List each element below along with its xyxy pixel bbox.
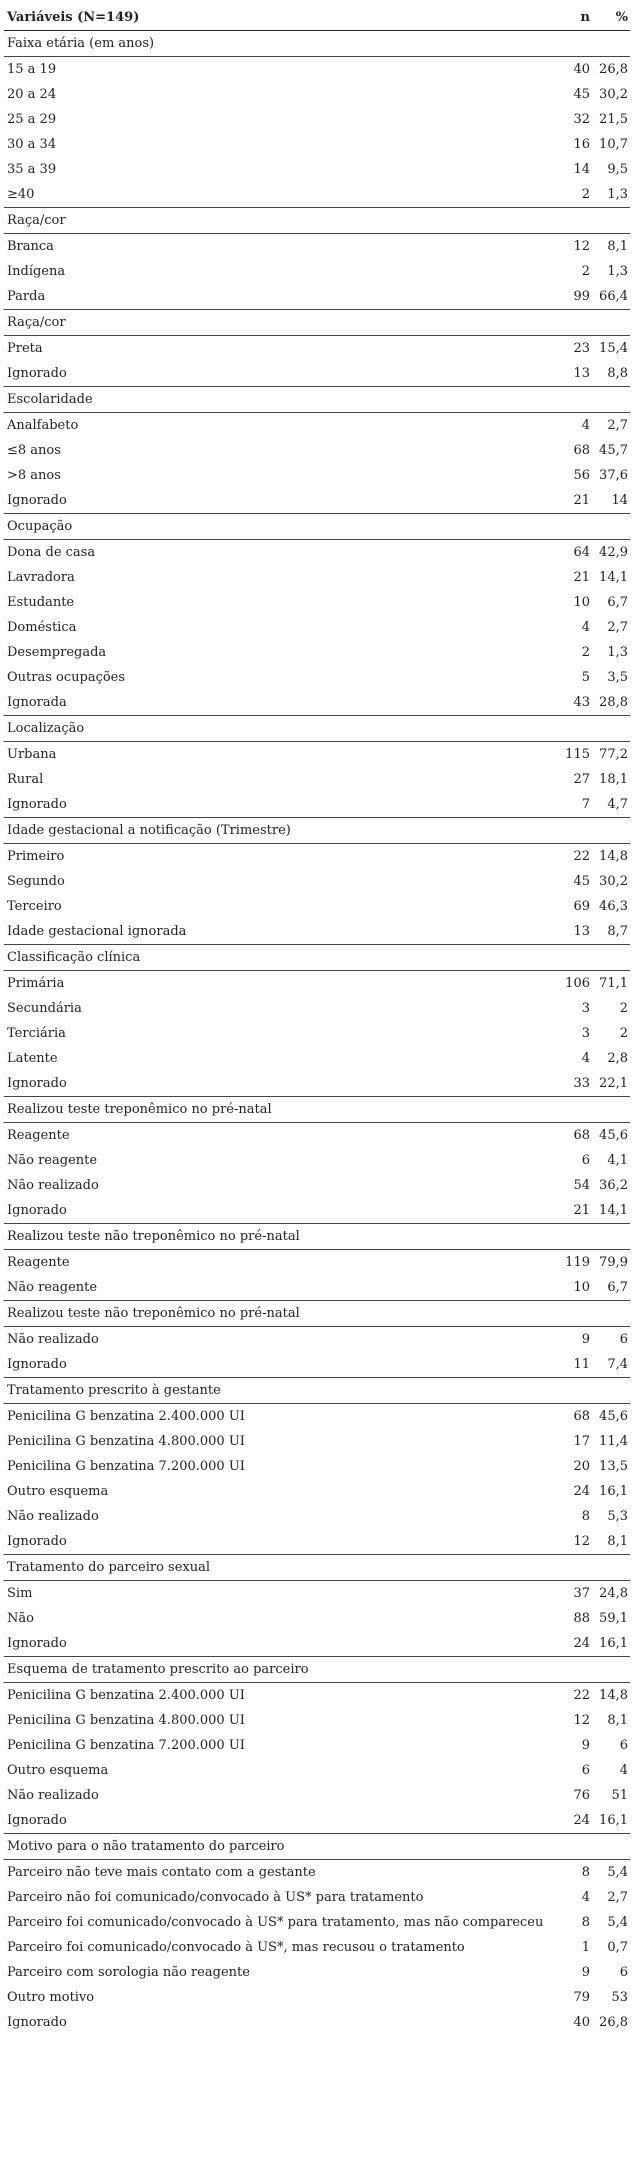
row-pct: 2,8 [607, 1051, 628, 1066]
row-n: 12 [573, 1534, 590, 1549]
row-pct: 14,1 [599, 570, 628, 585]
row-label: Ignorada [7, 695, 67, 710]
row-pct: 8,1 [607, 1713, 628, 1728]
row-pct: 14,1 [599, 1203, 628, 1218]
table-row [4, 1935, 630, 1960]
row-label: Não realizado [7, 1332, 99, 1347]
row-pct: 1,3 [607, 645, 628, 660]
section-header-row [4, 1555, 630, 1581]
section-header-row [4, 945, 630, 971]
row-pct: 16,1 [599, 1636, 628, 1651]
row-n: 22 [573, 849, 590, 864]
table-row [4, 2010, 630, 2035]
row-n: 79 [573, 1990, 590, 2005]
section-header-row [4, 1834, 630, 1860]
table-row [4, 844, 630, 870]
section-header-row [4, 818, 630, 844]
row-n: 7 [581, 797, 590, 812]
table-row [4, 1071, 630, 1097]
row-label: Não reagente [7, 1280, 98, 1295]
row-pct: 30,2 [599, 87, 628, 102]
table-row [4, 767, 630, 792]
row-label: Dona de casa [7, 545, 96, 560]
row-pct: 16,1 [599, 1484, 628, 1499]
row-n: 17 [573, 1434, 590, 1449]
row-pct: 45,6 [599, 1128, 628, 1143]
table-row [4, 1429, 630, 1454]
row-pct: 4,1 [607, 1153, 628, 1168]
table-row [4, 1454, 630, 1479]
row-pct: 36,2 [599, 1178, 628, 1193]
row-pct: 79,9 [599, 1255, 628, 1270]
row-n: 2 [581, 264, 590, 279]
row-n: 9 [581, 1965, 590, 1980]
row-pct: 45,6 [599, 1409, 628, 1424]
row-n: 24 [573, 1813, 590, 1828]
section-title: Realizou teste não treponêmico no pré-natal [4, 1224, 630, 1250]
table-row [4, 1327, 630, 1353]
row-pct: 11,4 [599, 1434, 628, 1449]
row-pct: 42,9 [599, 545, 628, 560]
row-pct: 66,4 [599, 289, 628, 304]
section-header-row [4, 1097, 630, 1123]
table-row [4, 463, 630, 488]
row-n: 99 [573, 289, 590, 304]
row-n: 8 [581, 1865, 590, 1880]
table-row [4, 971, 630, 997]
table-row [4, 1404, 630, 1430]
section-header-row [4, 716, 630, 742]
row-label: Parceiro foi comunicado/convocado à US*, mas recusou o tratamento [7, 1940, 465, 1955]
table-row [4, 1250, 630, 1276]
table-row [4, 565, 630, 590]
table-row [4, 259, 630, 284]
row-label: Lavradora [7, 570, 75, 585]
row-n: 106 [565, 976, 590, 991]
table-row [4, 284, 630, 310]
row-pct: 15,4 [599, 341, 628, 356]
table-row [4, 182, 630, 208]
table-row [4, 1504, 630, 1529]
table-row [4, 1631, 630, 1657]
row-n: 54 [573, 1178, 590, 1193]
row-pct: 46,3 [599, 899, 628, 914]
row-n: 4 [581, 418, 590, 433]
row-n: 4 [581, 1051, 590, 1066]
section-header-row [4, 1657, 630, 1683]
section-title: Tratamento do parceiro sexual [4, 1555, 630, 1581]
table-row [4, 1352, 630, 1378]
row-n: 11 [573, 1357, 590, 1372]
row-label: Primeiro [7, 849, 65, 864]
row-n: 68 [573, 1409, 590, 1424]
row-n: 20 [573, 1459, 590, 1474]
row-n: 23 [573, 341, 590, 356]
table-row [4, 1198, 630, 1224]
table-row [4, 792, 630, 818]
row-label: Preta [7, 341, 43, 356]
section-title: Classificação clínica [4, 945, 630, 971]
row-pct: 2,7 [607, 620, 628, 635]
row-n: 2 [581, 645, 590, 660]
row-n: 13 [573, 924, 590, 939]
table-row [4, 1046, 630, 1071]
table-row [4, 413, 630, 439]
row-n: 21 [573, 493, 590, 508]
row-pct: 53 [611, 1990, 628, 2005]
row-pct: 8,1 [607, 239, 628, 254]
section-title: Motivo para o não tratamento do parceiro [4, 1834, 630, 1860]
table-row [4, 690, 630, 716]
row-pct: 14,8 [599, 1688, 628, 1703]
row-label: Desempregada [7, 645, 107, 660]
row-pct: 1,3 [607, 187, 628, 202]
row-n: 68 [573, 1128, 590, 1143]
row-pct: 9,5 [607, 162, 628, 177]
row-label: Terceiro [7, 899, 62, 914]
row-pct: 28,8 [599, 695, 628, 710]
table-row [4, 869, 630, 894]
row-n: 9 [581, 1332, 590, 1347]
row-n: 1 [581, 1940, 590, 1955]
row-n: 5 [581, 670, 590, 685]
row-label: Ignorado [7, 1813, 67, 1828]
row-n: 14 [573, 162, 590, 177]
row-label: Outro motivo [7, 1990, 95, 2005]
row-label: Outras ocupações [7, 670, 126, 685]
table-row [4, 1860, 630, 1886]
row-label: Parceiro não foi comunicado/convocado à US* para tratamento [7, 1890, 424, 1905]
row-pct: 14 [611, 493, 628, 508]
row-label: Indígena [7, 264, 66, 279]
table-row [4, 1581, 630, 1607]
row-pct: 77,2 [599, 747, 628, 762]
row-label: ≥40 [7, 187, 35, 202]
table-row [4, 1479, 630, 1504]
row-label: Rural [7, 772, 44, 787]
row-pct: 2,7 [607, 1890, 628, 1905]
table-row [4, 1606, 630, 1631]
row-label: Ignorado [7, 1357, 67, 1372]
row-n: 12 [573, 1713, 590, 1728]
row-n: 8 [581, 1509, 590, 1524]
row-pct: 5,4 [607, 1915, 628, 1930]
row-label: Urbana [7, 747, 57, 762]
section-header-row [4, 208, 630, 234]
table-row [4, 1708, 630, 1733]
section-title: Idade gestacional a notificação (Trimestre) [4, 818, 630, 844]
row-pct: 21,5 [599, 112, 628, 127]
table-row [4, 1275, 630, 1301]
row-pct: 24,8 [599, 1586, 628, 1601]
row-label: Não realizado [7, 1509, 99, 1524]
row-pct: 2,7 [607, 418, 628, 433]
row-label: Branca [7, 239, 54, 254]
section-title: Raça/cor [4, 310, 630, 336]
row-label: Latente [7, 1051, 58, 1066]
table-row [4, 640, 630, 665]
section-title: Realizou teste treponêmico no pré-natal [4, 1097, 630, 1123]
row-n: 27 [573, 772, 590, 787]
row-pct: 13,5 [599, 1459, 628, 1474]
row-n: 8 [581, 1915, 590, 1930]
section-header-row [4, 1224, 630, 1250]
table-row [4, 157, 630, 182]
section-title: Localização [4, 716, 630, 742]
row-n: 4 [581, 1890, 590, 1905]
table-row [4, 996, 630, 1021]
row-n: 40 [573, 2015, 590, 2030]
row-pct: 6 [619, 1332, 628, 1347]
section-title: Realizou teste não treponêmico no pré-natal [4, 1301, 630, 1327]
row-n: 45 [573, 874, 590, 889]
row-pct: 5,3 [607, 1509, 628, 1524]
table-row [4, 1783, 630, 1808]
section-header-row [4, 514, 630, 540]
row-pct: 6 [619, 1965, 628, 1980]
row-label: Sim [7, 1586, 33, 1601]
row-n: 115 [565, 747, 590, 762]
row-label: >8 anos [7, 468, 61, 483]
row-label: Parda [7, 289, 46, 304]
table-row [4, 336, 630, 362]
row-n: 69 [573, 899, 590, 914]
row-label: Não realizado [7, 1178, 99, 1193]
section-title: Escolaridade [4, 387, 630, 413]
row-n: 24 [573, 1484, 590, 1499]
row-n: 21 [573, 1203, 590, 1218]
row-pct: 59,1 [599, 1611, 628, 1626]
row-label: 25 a 29 [7, 112, 57, 127]
row-label: Penicilina G benzatina 2.400.000 UI [7, 1688, 245, 1703]
row-pct: 26,8 [599, 62, 628, 77]
table-row [4, 1173, 630, 1198]
row-n: 68 [573, 443, 590, 458]
data-table [4, 5, 630, 2035]
row-pct: 0,7 [607, 1940, 628, 1955]
table-row [4, 665, 630, 690]
row-n: 76 [573, 1788, 590, 1803]
section-header-row [4, 310, 630, 336]
row-pct: 45,7 [599, 443, 628, 458]
row-label: Reagente [7, 1255, 70, 1270]
row-pct: 5,4 [607, 1865, 628, 1880]
row-label: Penicilina G benzatina 7.200.000 UI [7, 1738, 245, 1753]
row-n: 21 [573, 570, 590, 585]
table-row [4, 438, 630, 463]
row-n: 33 [573, 1076, 590, 1091]
row-label: Outro esquema [7, 1763, 109, 1778]
row-label: ≤8 anos [7, 443, 61, 458]
row-label: Terciária [7, 1026, 66, 1041]
section-header-row [4, 31, 630, 57]
row-n: 45 [573, 87, 590, 102]
table-row [4, 1985, 630, 2010]
row-n: 3 [581, 1001, 590, 1016]
row-n: 40 [573, 62, 590, 77]
table-row [4, 1021, 630, 1046]
row-n: 10 [573, 1280, 590, 1295]
row-pct: 6 [619, 1738, 628, 1753]
row-pct: 22,1 [599, 1076, 628, 1091]
row-n: 119 [565, 1255, 590, 1270]
row-pct: 6,7 [607, 595, 628, 610]
row-label: Idade gestacional ignorada [7, 924, 187, 939]
table-row [4, 742, 630, 768]
section-header-row [4, 387, 630, 413]
row-pct: 4 [619, 1763, 628, 1778]
row-label: 35 a 39 [7, 162, 57, 177]
row-label: 20 a 24 [7, 87, 57, 102]
table-row [4, 82, 630, 107]
table-row [4, 540, 630, 566]
row-n: 37 [573, 1586, 590, 1601]
table-row [4, 1683, 630, 1709]
row-n: 64 [573, 545, 590, 560]
section-header-row [4, 1378, 630, 1404]
row-pct: 30,2 [599, 874, 628, 889]
row-pct: 26,8 [599, 2015, 628, 2030]
row-n: 43 [573, 695, 590, 710]
row-pct: 18,1 [599, 772, 628, 787]
row-label: Ignorado [7, 1203, 67, 1218]
header-pct: % [592, 5, 630, 31]
row-n: 24 [573, 1636, 590, 1651]
table-row [4, 1960, 630, 1985]
row-label: Ignorado [7, 493, 67, 508]
row-n: 56 [573, 468, 590, 483]
row-label: Não reagente [7, 1153, 98, 1168]
header-variables: Variáveis (N=149) [4, 5, 557, 31]
row-pct: 4,7 [607, 797, 628, 812]
row-label: Outro esquema [7, 1484, 109, 1499]
row-label: Parceiro com sorologia não reagente [7, 1965, 250, 1980]
row-n: 3 [581, 1026, 590, 1041]
row-label: Ignorado [7, 1636, 67, 1651]
row-label: Estudante [7, 595, 75, 610]
table-row [4, 919, 630, 945]
row-n: 32 [573, 112, 590, 127]
table-row [4, 590, 630, 615]
table-row [4, 361, 630, 387]
table-row [4, 57, 630, 83]
row-label: 30 a 34 [7, 137, 57, 152]
row-label: Penicilina G benzatina 7.200.000 UI [7, 1459, 245, 1474]
row-label: Secundária [7, 1001, 82, 1016]
row-label: Ignorado [7, 2015, 67, 2030]
row-label: Doméstica [7, 620, 77, 635]
row-pct: 16,1 [599, 1813, 628, 1828]
row-pct: 2 [619, 1001, 628, 1016]
row-pct: 1,3 [607, 264, 628, 279]
row-label: 15 a 19 [7, 62, 57, 77]
row-label: Não realizado [7, 1788, 99, 1803]
header-n: n [557, 5, 592, 31]
row-n: 12 [573, 239, 590, 254]
header-row [4, 5, 630, 31]
row-label: Penicilina G benzatina 4.800.000 UI [7, 1434, 245, 1449]
table-row [4, 1123, 630, 1149]
row-n: 6 [581, 1153, 590, 1168]
row-pct: 2 [619, 1026, 628, 1041]
section-header-row [4, 1301, 630, 1327]
row-pct: 10,7 [599, 137, 628, 152]
row-label: Parceiro foi comunicado/convocado à US* para tratamento, mas não compareceu [7, 1915, 544, 1930]
row-n: 6 [581, 1763, 590, 1778]
row-n: 10 [573, 595, 590, 610]
row-label: Ignorado [7, 1534, 67, 1549]
table-row [4, 132, 630, 157]
row-label: Ignorado [7, 1076, 67, 1091]
row-label: Primária [7, 976, 65, 991]
row-n: 16 [573, 137, 590, 152]
section-title: Tratamento prescrito à gestante [4, 1378, 630, 1404]
table-row [4, 107, 630, 132]
row-label: Não [7, 1611, 34, 1626]
row-label: Parceiro não teve mais contato com a gestante [7, 1865, 316, 1880]
table-row [4, 234, 630, 260]
row-pct: 71,1 [599, 976, 628, 991]
table-row [4, 1148, 630, 1173]
row-n: 88 [573, 1611, 590, 1626]
row-label: Ignorado [7, 366, 67, 381]
table-row [4, 488, 630, 514]
row-label: Analfabeto [7, 418, 79, 433]
table-row [4, 1808, 630, 1834]
row-n: 9 [581, 1738, 590, 1753]
row-pct: 8,7 [607, 924, 628, 939]
section-title: Ocupação [4, 514, 630, 540]
section-title: Esquema de tratamento prescrito ao parceiro [4, 1657, 630, 1683]
row-pct: 3,5 [607, 670, 628, 685]
table-row [4, 615, 630, 640]
table-row [4, 1733, 630, 1758]
table-row [4, 1910, 630, 1935]
section-title: Raça/cor [4, 208, 630, 234]
row-label: Penicilina G benzatina 2.400.000 UI [7, 1409, 245, 1424]
row-label: Penicilina G benzatina 4.800.000 UI [7, 1713, 245, 1728]
row-pct: 14,8 [599, 849, 628, 864]
table-row [4, 1885, 630, 1910]
row-n: 2 [581, 187, 590, 202]
row-pct: 6,7 [607, 1280, 628, 1295]
row-pct: 8,8 [607, 366, 628, 381]
table-row [4, 1529, 630, 1555]
row-n: 4 [581, 620, 590, 635]
table-body [4, 31, 630, 2036]
row-label: Ignorado [7, 797, 67, 812]
row-label: Segundo [7, 874, 65, 889]
section-title: Faixa etária (em anos) [4, 31, 630, 57]
row-n: 22 [573, 1688, 590, 1703]
row-pct: 37,6 [599, 468, 628, 483]
row-pct: 51 [611, 1788, 628, 1803]
row-pct: 8,1 [607, 1534, 628, 1549]
row-n: 13 [573, 366, 590, 381]
table-row [4, 1758, 630, 1783]
row-pct: 7,4 [607, 1357, 628, 1372]
table-row [4, 894, 630, 919]
row-label: Reagente [7, 1128, 70, 1143]
